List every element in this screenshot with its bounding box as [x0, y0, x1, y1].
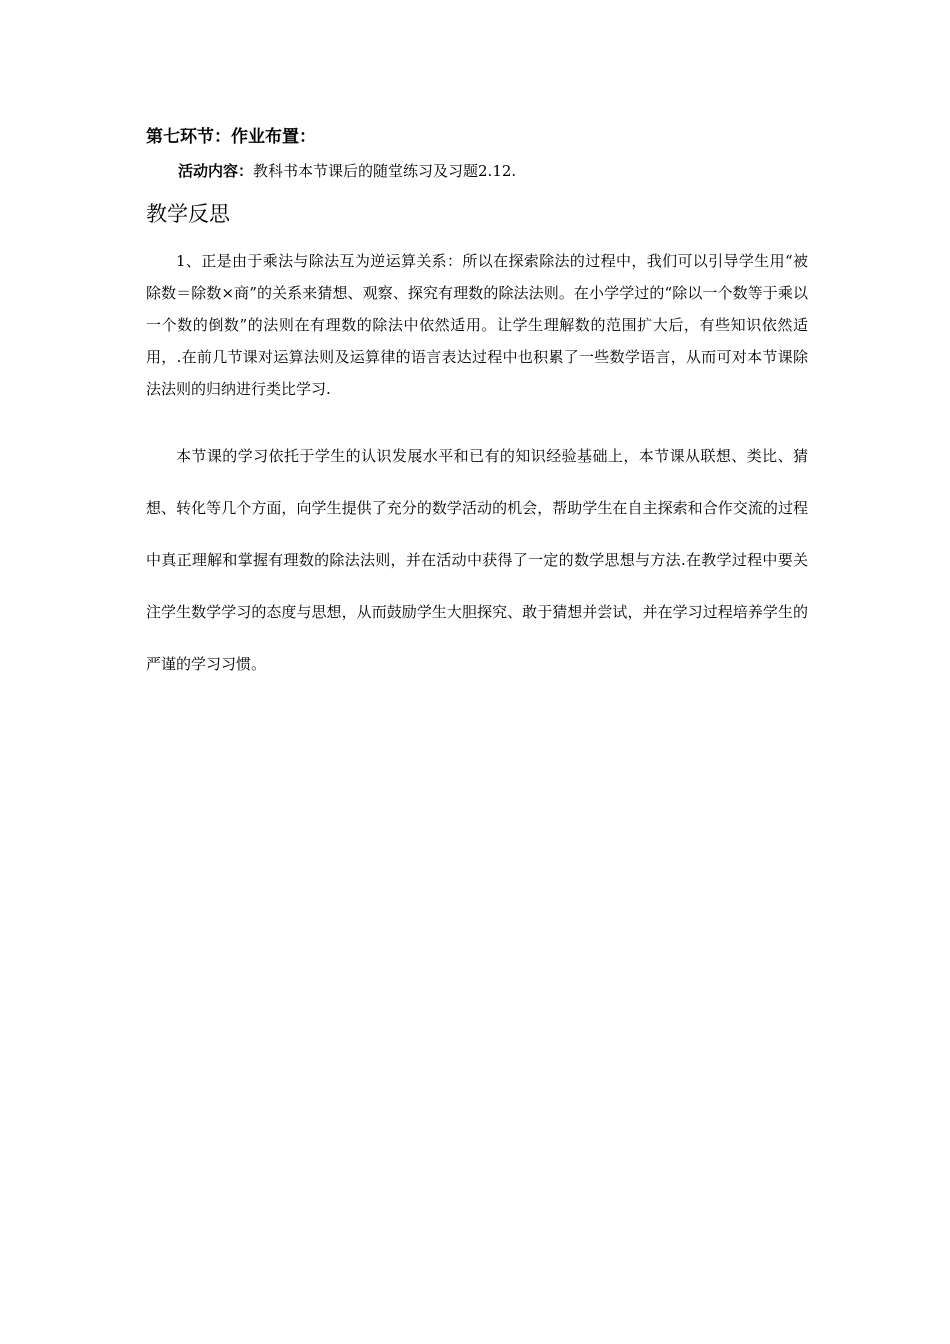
activity-text: 教科书本节课后的随堂练习及习题2.12. — [253, 162, 517, 180]
activity-line — [178, 160, 516, 182]
reflection-paragraph-2: 本节课的学习依托于学生的认识发展水平和已有的知识经验基础上，本节课从联想、类比、猜想、转化等几个方面，向学生提供了充分的数学活动的机会，帮助学生在自主探索和合作交流的过程中真正理解和掌握有理数的除法法则，并在活动中获得了一定的数学思想与方法.在教学过程中要关注学生数学学习的态度与思想，从而鼓励学生大胆探究、敢于猜想并尝试，并在学习过程培养学生的严谨的学习习惯。 — [146, 447, 808, 673]
section-heading: 第七环节：作业布置： — [146, 127, 316, 147]
reflection-heading: 教学反思 — [146, 202, 230, 226]
reflection-paragraph-1: 1、正是由于乘法与除法互为逆运算关系：所以在探索除法的过程中，我们可以引导学生用“被除数＝除数×商”的关系来猜想、观察、探究有理数的除法法则。在小学学过的“除以一个数等于乘以一个数的倒数”的法则在有理数的除法中依然适用。让学生理解数的范围扩大后，有些知识依然适用，.在前几节课对运算法则及运算律的语言表达过程中也积累了一些数学语言，从而可对本节课除法法则的归纳进行类比学习. — [146, 252, 808, 398]
activity-label: 活动内容： — [178, 162, 254, 180]
